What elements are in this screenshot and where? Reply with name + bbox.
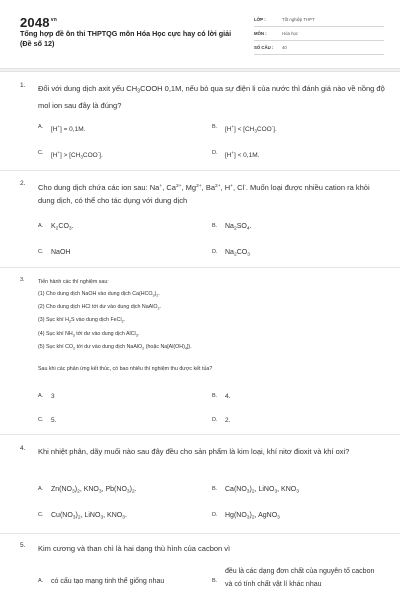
- option-text: $Cu(NO_3)_2$, LiNO$_3$, $KNO_3$.: [51, 512, 127, 521]
- option-letter: D.: [212, 249, 218, 255]
- question-3: [20, 277, 390, 427]
- experiment-item: (2) Cho dung dịch HCl tới dư vào dung dịch NaAlO$_2$.: [38, 304, 162, 311]
- option-letter: B.: [212, 486, 218, 492]
- experiment-item: (5) Sục khí $CO_2$ tới dư vào dung dịch NaAlO$_2$ (hoặc $Na[Al(OH)_4]$).: [38, 343, 192, 351]
- question-text: Khi nhiệt phân, dãy muối nào sau đây đều cho sản phẩm là kim loại, khí nitơ đioxit và khí oxi?: [38, 447, 350, 456]
- experiment-item: (1) Cho dung dịch NaOH vào dung dịch $Ca(HCO_3)_2$.: [38, 290, 160, 298]
- meta-subject-row: [254, 28, 384, 41]
- option-text: [H+] = 0,1M.: [51, 124, 86, 133]
- option-text: [H+] < 0,1M.: [225, 150, 260, 159]
- option-text: $Zn(NO_3)_2$, $KNO_3$, $Pb(NO_3)_2$.: [51, 486, 137, 495]
- question-4: [20, 445, 390, 527]
- option-letter: A.: [38, 223, 44, 229]
- option-letter: A.: [38, 393, 44, 399]
- option-text: NaOH: [51, 249, 71, 256]
- meta-subject-key: MÔN :: [254, 31, 267, 36]
- question-number: 1.: [20, 82, 26, 89]
- question-text: Đối với dung dịch axit yếu $CH_3COOH$ 0,1M, nếu bỏ qua sự điện li của nước thì đánh giá nào về nồng độ mol ion sau đây là đúng?: [38, 84, 385, 110]
- question-intro: Tiến hành các thí nghiệm sau:: [38, 279, 109, 285]
- question-prompt: Sau khi các phản ứng kết thúc, có bao nhiêu thí nghiệm thu được kết tủa?: [38, 366, 213, 373]
- meta-class-row: [254, 14, 384, 27]
- option-letter: B.: [212, 393, 218, 399]
- option-letter: A.: [38, 578, 44, 584]
- question-text: Kim cương và than chì là hai dạng thù hình của cacbon vì: [38, 544, 231, 553]
- question-text: [38, 277, 386, 376]
- option-letter: B.: [212, 124, 218, 130]
- meta-class-value: Tốt nghiệp THPT: [282, 17, 315, 22]
- option-text: $Na_2SO_4$.: [225, 223, 252, 232]
- option-text: $[H^+] < [CH_3COO^-]$.: [225, 124, 277, 134]
- option-text: $K_2CO_3$.: [51, 223, 74, 232]
- question-5: [20, 542, 390, 600]
- option-letter: C.: [38, 512, 44, 518]
- option-text: 5.: [51, 417, 57, 424]
- question-divider: [0, 267, 400, 268]
- option-letter: D.: [212, 150, 218, 156]
- meta-count-key: SỐ CÂU :: [254, 45, 274, 50]
- option-letter: C.: [38, 249, 44, 255]
- option-letter: C.: [38, 150, 44, 156]
- option-letter: D.: [212, 512, 218, 518]
- option-text: $Hg(NO_3)_2$, AgNO$_3$: [225, 512, 280, 521]
- question-number: 4.: [20, 445, 26, 452]
- question-2: [20, 180, 390, 262]
- meta-count-value: 40: [282, 45, 287, 50]
- option-letter: B.: [212, 578, 218, 584]
- meta-count-row: [254, 42, 384, 55]
- option-text: 2.: [225, 417, 231, 424]
- question-1: [20, 82, 390, 164]
- option-text: $[H^+] > [CH_3COO^-]$.: [51, 150, 103, 160]
- option-text: 4.: [225, 393, 231, 400]
- experiment-item: (3) Sục khí $H_2S$ vào dung dịch FeCl$_2$.: [38, 317, 126, 324]
- header-divider: [0, 68, 400, 72]
- question-number: 2.: [20, 180, 26, 187]
- option-letter: D.: [212, 417, 218, 423]
- meta-subject-value: Hóa học: [282, 31, 299, 36]
- option-letter: A.: [38, 124, 44, 130]
- question-divider: [0, 533, 400, 534]
- option-text: $Ca(NO_3)_2$, LiNO$_3$, $KNO_3$: [225, 486, 299, 495]
- exam-meta: [254, 14, 384, 56]
- site-logo[interactable]: $2048^{vn}$: [20, 15, 57, 30]
- question-number: 3.: [20, 277, 25, 283]
- option-letter: A.: [38, 486, 44, 492]
- question-divider: [0, 170, 400, 171]
- option-text: 3: [51, 393, 55, 400]
- page-title: Tổng hợp đề ôn thi THPTQG môn Hóa Học cực hay có lời giải (Đề số 12): [20, 29, 232, 48]
- option-letter: C.: [38, 417, 44, 423]
- option-text: đều là các dạng đơn chất của nguyên tố cacbon và có tính chất vật lí khác nhau: [225, 568, 375, 588]
- option-text: có cấu tạo mạng tinh thể giống nhau: [51, 578, 165, 585]
- option-text: $Na_2CO_3$: [225, 249, 250, 258]
- option-letter: B.: [212, 223, 218, 229]
- experiment-item: (4) Sục khí $NH_3$ tới dư vào dung dịch AlCl$_3$.: [38, 330, 140, 338]
- question-divider: [0, 434, 400, 435]
- meta-class-key: LỚP :: [254, 17, 266, 22]
- page-header: [0, 0, 400, 66]
- question-number: 5.: [20, 542, 26, 549]
- question-text: Cho dung dịch chứa các ion sau: Na+, $Ca^{2+}$, $Mg^{2+}$, $Ba^{2+}$, H+, Cl-. Muốn loại được nhiều cation ra khỏi dung dịch, có thể cho tác dụng với dung dịch: [38, 183, 370, 205]
